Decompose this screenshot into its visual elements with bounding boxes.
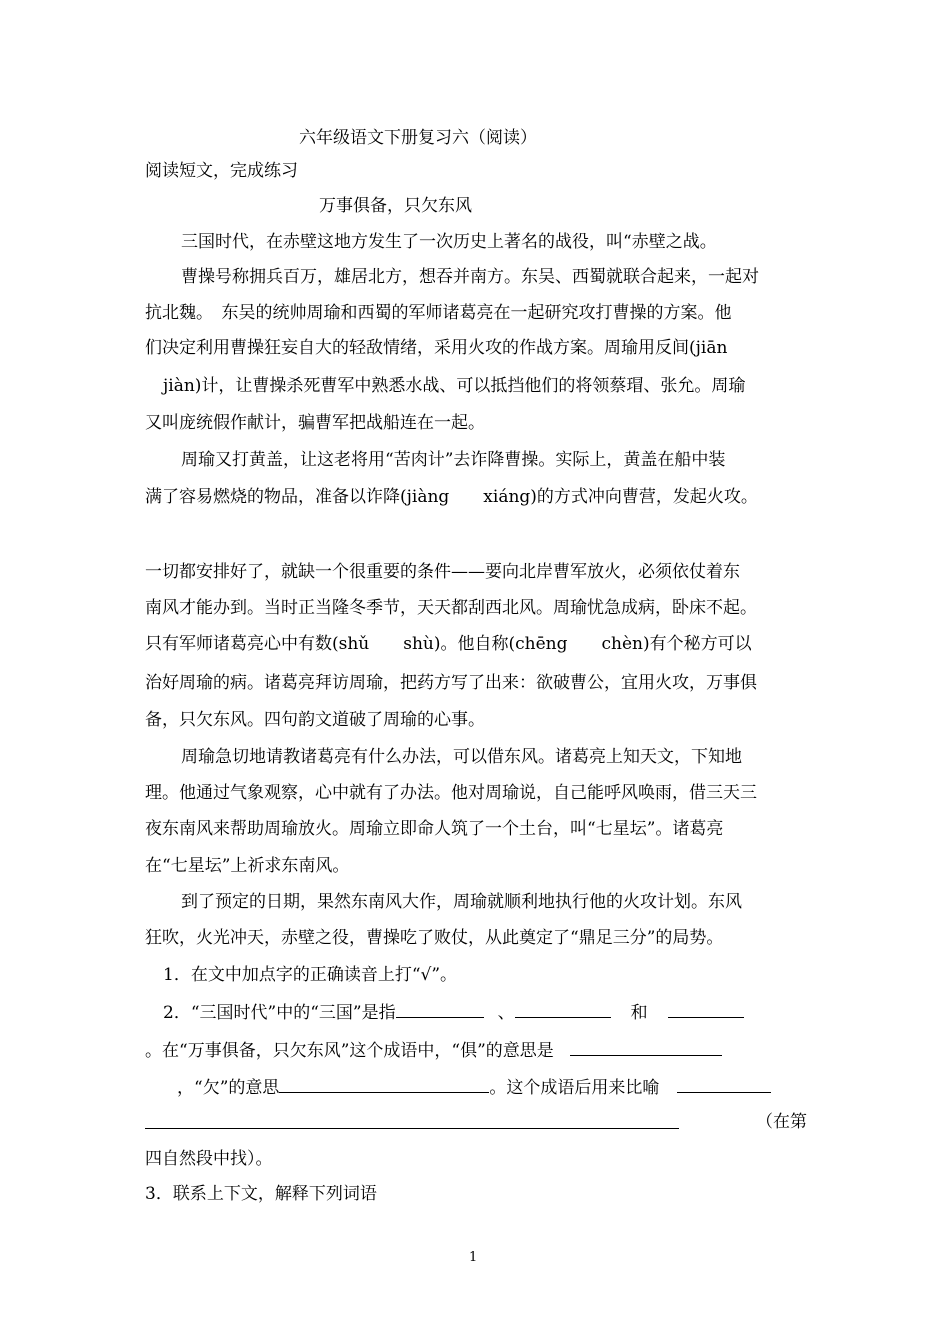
answer-blank[interactable] (279, 1075, 489, 1093)
paragraph-line: 三国时代，在赤壁这地方发生了一次历史上著名的战役，叫“赤壁之战。 (181, 232, 717, 252)
answer-blank[interactable] (515, 1000, 611, 1018)
paragraph-line: 治好周瑜的病。诸葛亮拜访周瑜，把药方写了出来：欲破曹公，宜用火攻，万事俱 (145, 673, 757, 693)
question-2-text: ，“欠”的意思 (177, 1078, 280, 1098)
instruction: 阅读短文，完成练习 (145, 161, 298, 181)
paragraph-line: 一切都安排好了，就缺一个很重要的条件——要向北岸曹军放火，必须依仗着东 (145, 562, 740, 582)
paragraph-line: 又叫庞统假作献计，骗曹军把战船连在一起。 (145, 413, 485, 433)
paragraph-line: 在“七星坛”上祈求东南风。 (145, 856, 350, 876)
question-2-text: （在第 (756, 1112, 807, 1132)
conjunction: 和 (630, 1003, 648, 1023)
question-2-line-5: 四自然段中找）。 (145, 1149, 273, 1169)
passage-title: 万事俱备，只欠东风 (319, 196, 472, 216)
paragraph-line: 周瑜又打黄盖，让这老将用“苦肉计”去诈降曹操。实际上，黄盖在船中装 (181, 450, 726, 470)
question-2-line-2 (145, 1038, 722, 1062)
paragraph-line: 满了容易燃烧的物品，准备以诈降(jiàng xiáng)的方式冲向曹营，发起火攻。 (145, 487, 758, 507)
paragraph-line: 狂吹，火光冲天，赤壁之役，曹操吃了败仗，从此奠定了“鼎足三分”的局势。 (145, 928, 724, 948)
paragraph-line: 备，只欠东风。四句韵文道破了周瑜的心事。 (145, 710, 485, 730)
document-title: 六年级语文下册复习六（阅读） (299, 128, 537, 148)
paragraph-line: 理。他通过气象观察，心中就有了办法。他对周瑜说，自己能呼风唤雨，借三天三 (145, 783, 757, 803)
answer-blank[interactable] (570, 1038, 722, 1056)
separator: 、 (497, 1003, 515, 1023)
paragraph-line: 曹操号称拥兵百万，雄居北方，想吞并南方。东吴、西蜀就联合起来，一起对 (181, 267, 759, 287)
question-2-line-4 (145, 1111, 807, 1135)
page-number: 1 (469, 1250, 478, 1265)
paragraph-line: 周瑜急切地请教诸葛亮有什么办法，可以借东风。诸葛亮上知天文，下知地 (181, 747, 742, 767)
question-2-text: 。在“万事俱备，只欠东风”这个成语中，“俱”的意思是 (145, 1041, 554, 1061)
question-3: 3．联系上下文，解释下列词语 (145, 1184, 377, 1204)
question-2-text: 2．“三国时代”中的“三国”是指 (163, 1003, 396, 1023)
answer-blank[interactable] (668, 1000, 744, 1018)
answer-blank[interactable] (145, 1111, 679, 1129)
paragraph-line: 们决定利用曹操狂妄自大的轻敌情绪，采用火攻的作战方案。周瑜用反间(jiān (145, 338, 728, 358)
question-1: 1．在文中加点字的正确读音上打“√”。 (163, 965, 458, 985)
paragraph-line: 南风才能办到。当时正当隆冬季节，天天都刮西北风。周瑜忧急成病，卧床不起。 (145, 598, 757, 618)
paragraph-line: 夜东南风来帮助周瑜放火。周瑜立即命人筑了一个土台，叫“七星坛”。诸葛亮 (145, 819, 724, 839)
question-2-line-1 (163, 1000, 744, 1024)
answer-blank[interactable] (677, 1075, 771, 1093)
paragraph-line: 只有军师诸葛亮心中有数(shǔ shù)。他自称(chēng chèn)有个秘方可以 (145, 634, 752, 654)
paragraph-line: jiàn)计，让曹操杀死曹军中熟悉水战、可以抵挡他们的将领蔡瑁、张允。周瑜 (163, 376, 746, 396)
question-2-text: 。这个成语后用来比喻 (489, 1078, 660, 1098)
paragraph-line: 到了预定的日期，果然东南风大作，周瑜就顺利地执行他的火攻计划。东风 (181, 892, 742, 912)
paragraph-line: 抗北魏。 东吴的统帅周瑜和西蜀的军师诸葛亮在一起研究攻打曹操的方案。他 (145, 303, 732, 323)
answer-blank[interactable] (396, 1000, 484, 1018)
question-2-line-3 (177, 1075, 771, 1099)
